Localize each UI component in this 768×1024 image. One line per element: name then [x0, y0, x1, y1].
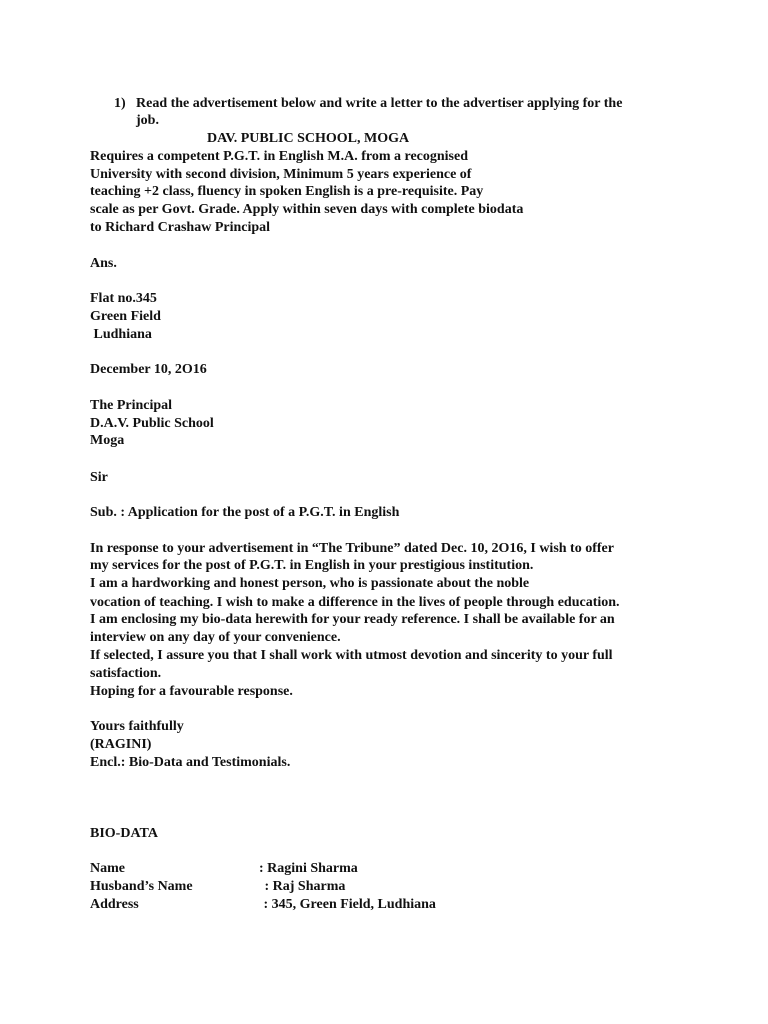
question-line: Read the advertisement below and write a letter to the advertiser applying for the [136, 96, 623, 111]
sender-address-line: Ludhiana [90, 327, 152, 342]
body-line: vocation of teaching. I wish to make a difference in the lives of people through education. [90, 595, 620, 610]
advertisement-heading: DAV. PUBLIC SCHOOL, MOGA [207, 131, 410, 146]
body-line: I am enclosing my bio-data herewith for your ready reference. I shall be available for an [90, 612, 615, 627]
subject-line: Sub. : Application for the post of a P.G.T. in English [90, 505, 400, 520]
biodata-value-name: : Ragini Sharma [259, 861, 358, 876]
biodata-value-husband: : Raj Sharma [261, 879, 346, 894]
body-line: my services for the post of P.G.T. in English in your prestigious institution. [90, 558, 534, 573]
biodata-key-address: Address [90, 897, 139, 912]
advertisement-line: scale as per Govt. Grade. Apply within seven days with complete biodata [90, 202, 524, 217]
body-line: interview on any day of your convenience. [90, 630, 341, 645]
advertisement-line: University with second division, Minimum 5 years experience of [90, 167, 472, 182]
biodata-value-address: : 345, Green Field, Ludhiana [260, 897, 436, 912]
enclosure-line: Encl.: Bio-Data and Testimonials. [90, 755, 291, 770]
body-line: If selected, I assure you that I shall work with utmost devotion and sincerity to your full [90, 648, 613, 663]
answer-label: Ans. [90, 256, 117, 271]
closing-line: Yours faithfully [90, 719, 184, 734]
advertisement-line: teaching +2 class, fluency in spoken English is a pre-requisite. Pay [90, 184, 484, 199]
biodata-key-name: Name [90, 861, 125, 876]
body-line: satisfaction. [90, 666, 162, 681]
body-line: In response to your advertisement in “The Tribune” dated Dec. 10, 2O16, I wish to offer [90, 541, 614, 556]
question-line: job. [136, 113, 159, 128]
recipient-line: Moga [90, 433, 125, 448]
advertisement-line: to Richard Crashaw Principal [90, 220, 271, 235]
sender-address-line: Flat no.345 [90, 291, 157, 306]
sender-address-line: Green Field [90, 309, 161, 324]
recipient-line: D.A.V. Public School [90, 416, 214, 431]
salutation: Sir [90, 470, 108, 485]
body-line: I am a hardworking and honest person, who is passionate about the noble [90, 576, 530, 591]
question-number: 1) [114, 96, 126, 111]
body-line: Hoping for a favourable response. [90, 684, 293, 699]
letter-date: December 10, 2O16 [90, 362, 207, 377]
biodata-heading: BIO-DATA [90, 826, 158, 841]
recipient-line: The Principal [90, 398, 173, 413]
biodata-key-husband: Husband’s Name [90, 879, 193, 894]
advertisement-line: Requires a competent P.G.T. in English M.A. from a recognised [90, 149, 468, 164]
signature-name: (RAGINI) [90, 737, 152, 752]
